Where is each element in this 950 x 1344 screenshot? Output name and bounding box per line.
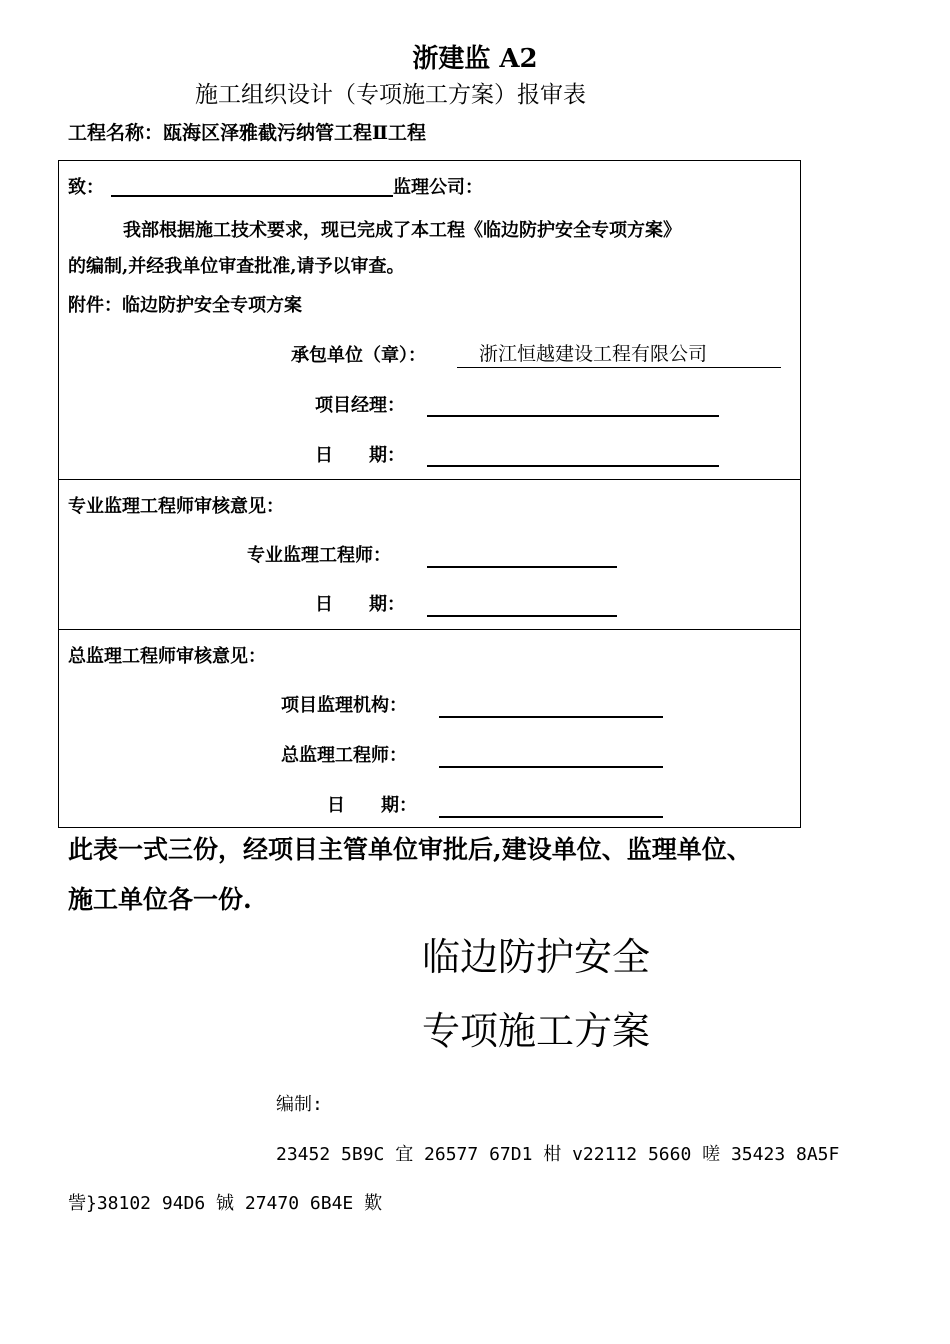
date-label-3: 日 期：: [327, 795, 417, 816]
date-label-2: 日 期：: [315, 594, 405, 615]
date-line-3[interactable]: [439, 816, 663, 818]
form-code-title: 浙建监 A2: [412, 44, 538, 74]
chief-engineer-line[interactable]: [439, 766, 663, 768]
project-name: 工程名称：瓯海区泽雅截污纳管工程Ⅱ工程: [68, 122, 427, 144]
garbled-text-line-1: 23452 5B9C 宜 26577 67D1 柑 v22112 5660 嗟 35423 8A5F: [276, 1144, 840, 1165]
specialist-engineer-line[interactable]: [427, 566, 617, 568]
supervision-org-label: 项目监理机构：: [281, 695, 407, 716]
compiled-by-label: 编制:: [276, 1094, 323, 1115]
chief-review-title: 总监理工程师审核意见：: [68, 646, 266, 667]
cover-title-line-1: 临边防护安全: [421, 935, 650, 979]
supervision-company-label: 监理公司：: [393, 177, 483, 198]
specialist-review-title: 专业监理工程师审核意见：: [68, 496, 284, 517]
contractor-label: 承包单位（章）：: [291, 345, 426, 366]
chief-review-section: [59, 629, 800, 816]
specialist-engineer-label: 专业监理工程师：: [247, 545, 391, 566]
project-manager-label: 项目经理：: [315, 395, 405, 416]
date-label-1: 日 期：: [315, 445, 405, 466]
form-subtitle: 施工组织设计（专项施工方案）报审表: [195, 82, 586, 108]
supervision-org-line[interactable]: [439, 716, 663, 718]
project-manager-line[interactable]: [427, 415, 719, 417]
body-line-1: 我部根据施工技术要求，现已完成了本工程《临边防护安全专项方案》: [123, 220, 681, 241]
contractor-underline: [457, 367, 781, 368]
to-field-line[interactable]: [111, 195, 393, 197]
chief-engineer-label: 总监理工程师：: [281, 745, 407, 766]
copies-note-line-1: 此表一式三份，经项目主管单位审批后,建设单位、监理单位、: [68, 835, 752, 864]
body-line-2: 的编制,并经我单位审查批准,请予以审查。: [68, 256, 405, 277]
attachment-label: 附件：临边防护安全专项方案: [68, 295, 302, 316]
copies-note-line-2: 施工单位各一份.: [68, 885, 252, 914]
garbled-text-line-2: 訾}38102 94D6 铖 27470 6B4E 歎: [68, 1193, 383, 1214]
approval-form: [58, 160, 801, 828]
date-line-2[interactable]: [427, 615, 617, 617]
specialist-review-section: [59, 479, 800, 615]
to-label: 致：: [68, 177, 104, 198]
contractor-value: 浙江恒越建设工程有限公司: [479, 343, 708, 365]
cover-title-line-2: 专项施工方案: [421, 1009, 650, 1053]
date-line-1[interactable]: [427, 465, 719, 467]
